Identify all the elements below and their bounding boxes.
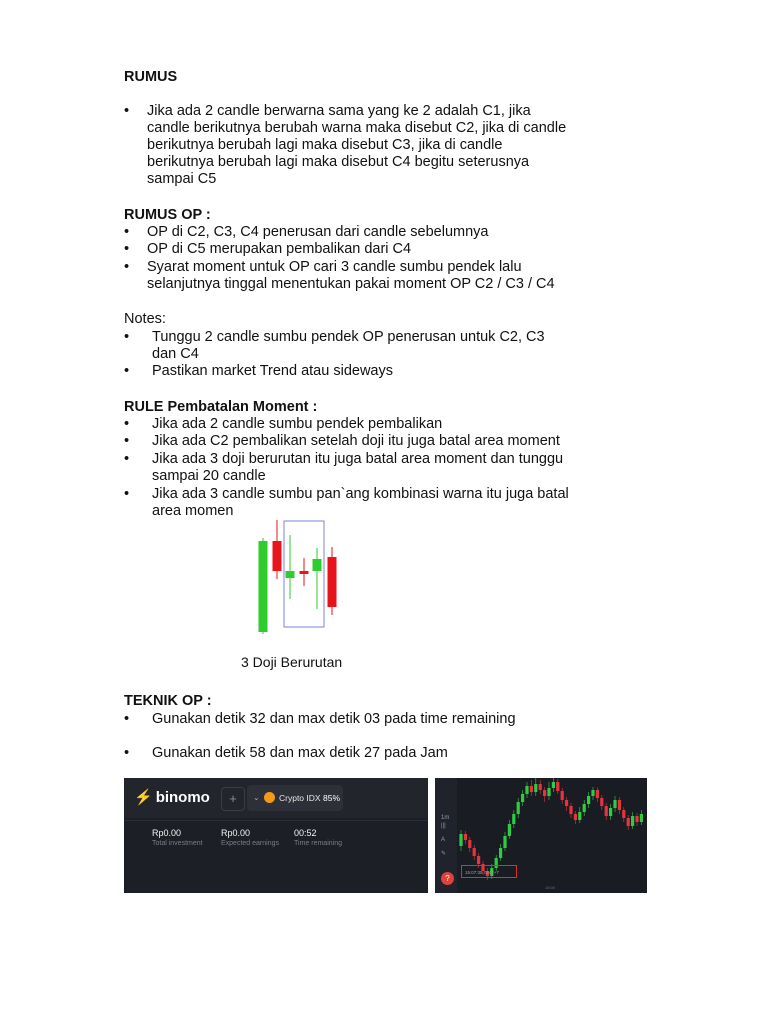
candle-body	[547, 788, 550, 796]
rumus-op-text-1: OP di C2, C3, C4 penerusan dari candle sebelumnya	[147, 224, 489, 240]
bullet-dot: •	[124, 103, 130, 119]
chart-candle-11	[503, 832, 506, 851]
rule-text-4-line-1: Jika ada 3 candle sumbu pan`ang kombinasi warna itu juga batal	[152, 486, 569, 502]
doji-candle-2	[273, 520, 282, 579]
rumus-op-item-2	[124, 241, 724, 258]
trading-chart-screenshot	[435, 778, 647, 893]
chart-candle-15	[521, 790, 524, 806]
asset-payout: 85%	[323, 793, 341, 803]
teknik-op-item-1	[124, 711, 724, 728]
candle-body	[561, 791, 564, 800]
teknik-op-item-2	[124, 745, 724, 762]
candle-body	[499, 848, 502, 858]
time-axis-label: 15:00	[545, 885, 556, 890]
candle-body	[635, 816, 638, 822]
rule-text-3-line-2: sampai 20 candle	[152, 468, 266, 484]
chart-candle-2	[464, 831, 467, 844]
candle-body	[627, 818, 630, 826]
notes-text-1-line-2: dan C4	[152, 346, 199, 362]
rule-item-1	[124, 416, 724, 433]
chart-candle-3	[468, 837, 471, 852]
candle-body	[609, 808, 612, 816]
chart-candle-34	[605, 803, 608, 820]
bullet-dot: •	[124, 486, 130, 502]
bullet-dot: •	[124, 329, 130, 345]
rumus-op-item-1	[124, 224, 724, 241]
chart-candle-19	[539, 780, 542, 794]
candle-body	[631, 816, 634, 826]
asset-name: Crypto IDX	[279, 793, 321, 803]
chart-candle-4	[473, 845, 476, 860]
candle-body	[556, 782, 559, 791]
candle-body	[587, 796, 590, 804]
stat-label: Total investment	[152, 840, 203, 847]
chart-candle-22	[552, 778, 555, 792]
candle-body	[517, 802, 520, 814]
bullet-dot: •	[124, 711, 130, 727]
candle-body	[569, 806, 572, 814]
rule-item-3	[124, 451, 724, 485]
teknik-op-heading: TEKNIK OP :	[124, 693, 212, 709]
rumus-bullet	[124, 103, 724, 193]
stat-value: Rp0.00	[221, 828, 251, 838]
indicators-icon[interactable]: |||	[441, 823, 446, 829]
chart-candle-42	[640, 810, 643, 825]
candle-body	[313, 559, 322, 571]
chart-candle-39	[627, 815, 630, 830]
bullet-dot: •	[124, 259, 130, 275]
stat-label: Expected earnings	[221, 840, 279, 847]
candle-body	[503, 836, 506, 848]
candle-body	[539, 784, 542, 790]
candle-body	[521, 794, 524, 802]
binomo-topbar	[124, 778, 428, 818]
chevron-down-icon: ⌄	[253, 793, 260, 802]
rumus-op-heading: RUMUS OP :	[124, 207, 211, 223]
chart-candle-32	[596, 787, 599, 802]
bullet-dot: •	[124, 745, 130, 761]
candle-body	[543, 790, 546, 796]
chart-candle-14	[517, 798, 520, 818]
candle-body	[583, 804, 586, 812]
rumus-line-3: berikutnya berubah lagi maka disebut C3, jika di candle	[147, 137, 503, 153]
rumus-op-text-3-line-2: selanjutnya tinggal menentukan pakai moment OP C2 / C3 / C4	[147, 276, 555, 292]
candle-body	[622, 810, 625, 818]
candle-body	[464, 834, 467, 840]
rule-text-4-line-2: area momen	[152, 503, 234, 519]
rule-text-1: Jika ada 2 candle sumbu pendek pembalikan	[152, 416, 443, 432]
stat-expected-earnings	[221, 828, 279, 849]
rumus-op-item-3	[124, 259, 724, 293]
doji-candle-6	[328, 547, 337, 615]
candle-body	[578, 812, 581, 820]
teknik-op-text-2: Gunakan detik 58 dan max detik 27 pada Jam	[152, 745, 448, 761]
rumus-op-text-3-line-1: Syarat moment untuk OP cari 3 candle sumbu pendek lalu	[147, 259, 522, 275]
bullet-dot: •	[124, 433, 130, 449]
teknik-op-text-1: Gunakan detik 32 dan max detik 03 pada time remaining	[152, 711, 516, 727]
rumus-text	[147, 103, 566, 188]
stat-total-investment	[152, 828, 203, 849]
notes-text-2: Pastikan market Trend atau sideways	[152, 363, 393, 379]
chart-candle-12	[508, 820, 511, 839]
rule-text-2: Jika ada C2 pembalikan setelah doji itu juga batal area moment	[152, 433, 560, 449]
draw-tool-icon[interactable]: ✎	[441, 851, 447, 857]
notes-text-1-line-1: Tunggu 2 candle sumbu pendek OP penerusan untuk C2, C3	[152, 329, 545, 345]
rule-text-3	[152, 451, 563, 485]
chart-candle-20	[543, 787, 546, 802]
bullet-dot: •	[124, 451, 130, 467]
candle-body	[473, 848, 476, 856]
doji-candles-figure	[252, 518, 344, 638]
chart-candle-33	[600, 795, 603, 810]
rumus-line-5: sampai C5	[147, 171, 217, 187]
candle-body	[605, 806, 608, 816]
rumus-line-4: berikutnya berubah lagi maka disebut C4 begitu seterusnya	[147, 154, 530, 170]
notes-item-1	[124, 329, 724, 363]
candle-body	[273, 541, 282, 571]
rumus-op-text-3	[147, 259, 555, 293]
rumus-line-1: Jika ada 2 candle berwarna sama yang ke 2 adalah C1, jika	[147, 103, 531, 119]
chart-candle-35	[609, 804, 612, 820]
rule-item-2	[124, 433, 724, 450]
clock-time-box: 15:07:35 GMT+7	[461, 865, 517, 878]
chart-candle-28	[578, 807, 581, 823]
candle-body	[530, 786, 533, 792]
add-asset-button[interactable]: +	[221, 787, 245, 811]
doji-candle-3	[286, 535, 295, 599]
stat-time-remaining	[294, 828, 342, 849]
chart-candle-38	[622, 807, 625, 822]
binomo-screenshot	[124, 778, 428, 893]
doji-candle-4	[300, 558, 309, 586]
chart-toolbar	[435, 778, 457, 893]
chart-candle-30	[587, 792, 590, 808]
rule-text-3-line-1: Jika ada 3 doji berurutan itu juga batal area moment dan tunggu	[152, 451, 564, 467]
chart-candle-24	[561, 788, 564, 804]
notes-text-1	[152, 329, 545, 363]
stat-value: 00:52	[294, 828, 317, 838]
rumus-line-2: candle berikutnya berubah warna maka disebut C2, jika di candle	[147, 120, 567, 136]
candle-body	[574, 814, 577, 820]
candle-body	[596, 790, 599, 798]
asset-selector[interactable]	[247, 785, 343, 811]
candle-body	[525, 786, 528, 794]
stat-label: Time remaining	[294, 840, 342, 847]
doji-caption: 3 Doji Berurutan	[241, 654, 343, 670]
candle-body	[591, 790, 594, 796]
doji-candle-1	[259, 538, 268, 634]
candle-body	[508, 824, 511, 836]
chart-candle-29	[583, 800, 586, 816]
rule-text-4	[152, 486, 569, 520]
binomo-logo	[134, 790, 210, 806]
chart-candle-37	[618, 797, 621, 814]
rumus-heading: RUMUS	[124, 69, 178, 85]
bolt-icon: ⚡	[134, 789, 153, 806]
chart-candle-17	[530, 780, 533, 796]
bullet-dot: •	[124, 241, 130, 257]
help-icon[interactable]: ?	[441, 872, 454, 885]
candle-body	[618, 800, 621, 810]
candle-body	[512, 814, 515, 824]
bullet-dot: •	[124, 363, 130, 379]
rumus-op-text-2: OP di C5 merupakan pembalikan dari C4	[147, 241, 412, 257]
candle-body	[613, 800, 616, 808]
crypto-coin-icon	[264, 792, 275, 803]
candle-body	[600, 798, 603, 806]
binomo-logo-text: binomo	[155, 789, 210, 806]
chart-candle-36	[613, 796, 616, 812]
chart-candle-16	[525, 782, 528, 798]
timeframe-tool[interactable]: 1m	[441, 815, 450, 821]
chart-candle-13	[512, 810, 515, 828]
notes-heading: Notes:	[124, 311, 166, 327]
candle-body	[552, 782, 555, 788]
candle-body	[468, 840, 471, 848]
chart-candle-40	[631, 812, 634, 829]
chart-candle-31	[591, 787, 594, 800]
stat-value: Rp0.00	[152, 828, 182, 838]
candle-body	[286, 571, 295, 578]
candle-body	[300, 571, 309, 574]
chart-candle-21	[547, 782, 550, 800]
doji-candle-5	[313, 548, 322, 609]
chart-candle-25	[565, 797, 568, 811]
chart-candle-27	[574, 811, 577, 824]
text-tool-icon[interactable]: A	[441, 837, 446, 843]
candle-body	[328, 557, 337, 607]
chart-candle-1	[459, 830, 462, 851]
chart-candle-26	[569, 803, 572, 818]
chart-candle-41	[635, 813, 638, 826]
chart-candle-18	[534, 778, 537, 796]
bullet-dot: •	[124, 224, 130, 240]
bullet-dot: •	[124, 416, 130, 432]
candle-body	[477, 856, 480, 864]
candle-body	[259, 541, 268, 632]
candle-body	[459, 834, 462, 846]
rule-heading: RULE Pembatalan Moment :	[124, 399, 318, 415]
candle-body	[565, 800, 568, 806]
chart-candle-23	[556, 779, 559, 794]
chart-candle-10	[499, 844, 502, 861]
candle-body	[534, 784, 537, 792]
candle-body	[640, 814, 643, 822]
notes-item-2	[124, 363, 724, 380]
divider	[124, 820, 428, 821]
rule-item-4	[124, 486, 724, 520]
